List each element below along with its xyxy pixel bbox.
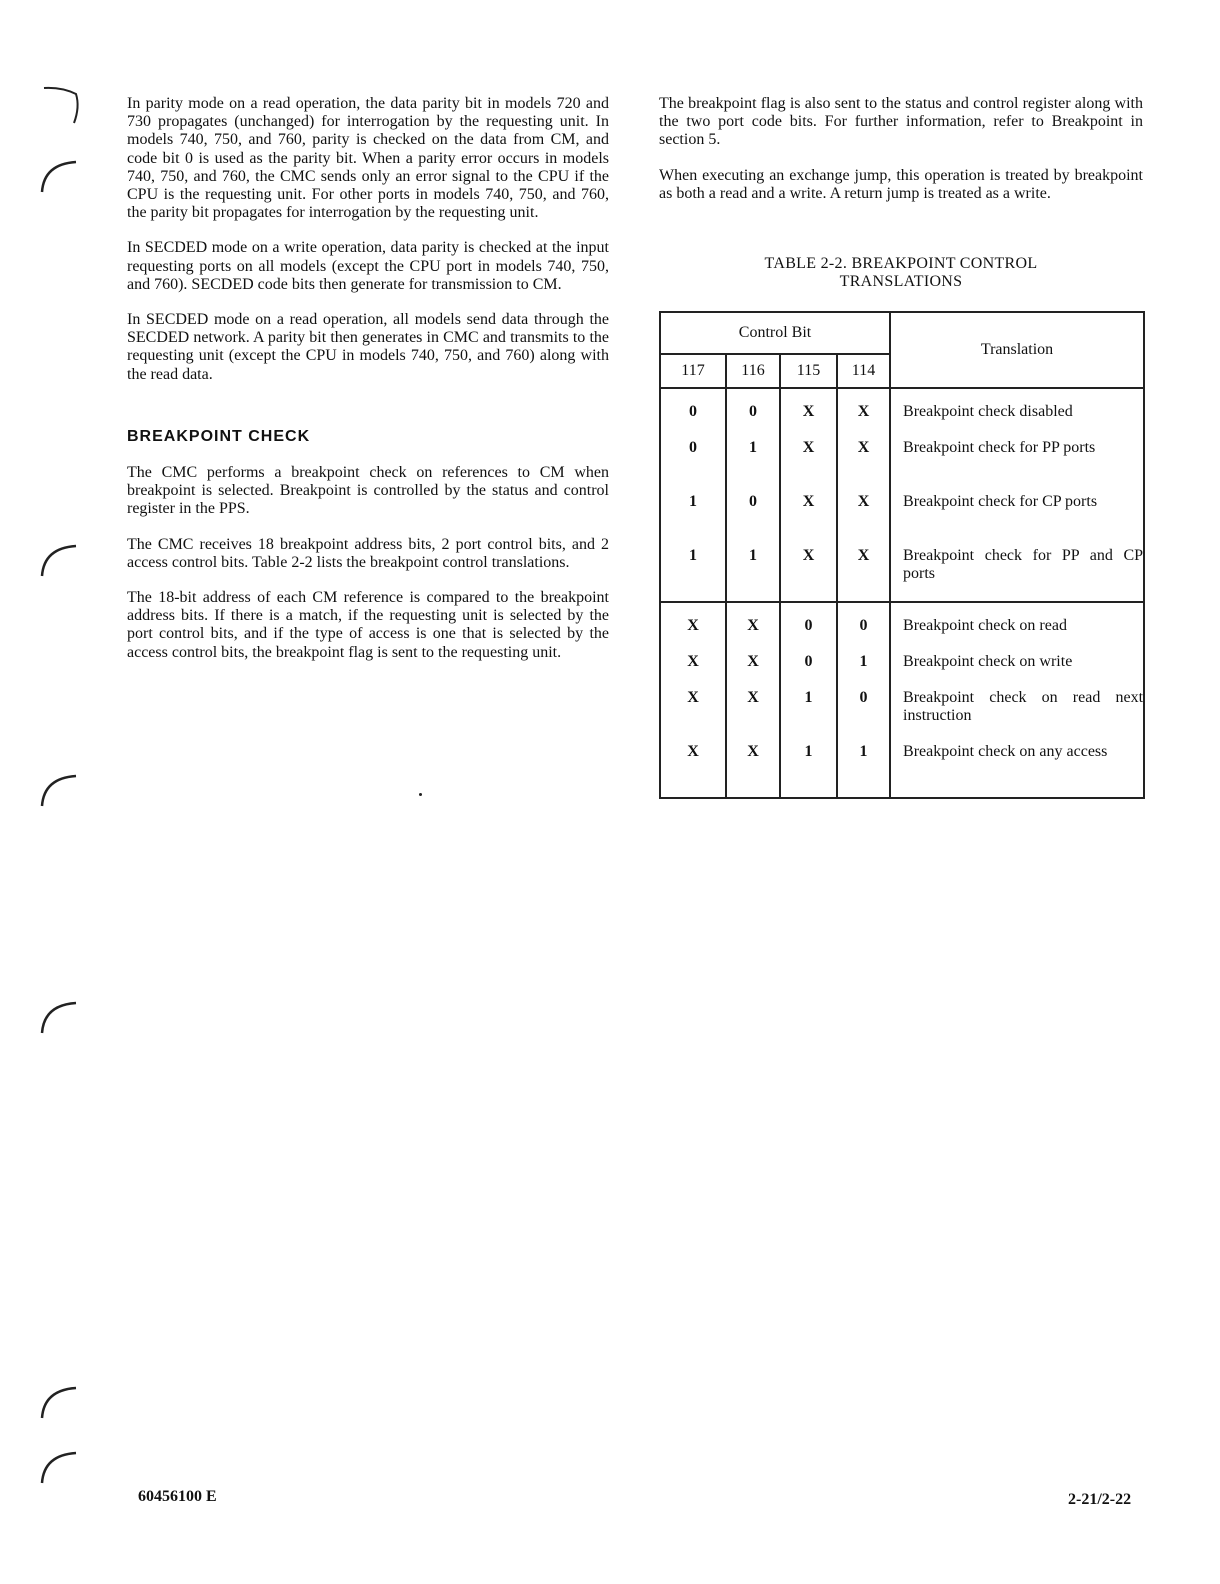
bit-cell: 1 bbox=[660, 539, 726, 602]
binder-hole-mark bbox=[36, 1378, 86, 1426]
bit-cell: 1 bbox=[837, 645, 890, 681]
bit-cell: X bbox=[660, 645, 726, 681]
translation-cell: Breakpoint check on read next instruction bbox=[890, 681, 1144, 735]
bit-cell: X bbox=[726, 735, 780, 798]
translation-cell: Breakpoint check for CP ports bbox=[890, 485, 1144, 539]
breakpoint-control-table bbox=[659, 311, 1145, 799]
bit-cell: X bbox=[780, 539, 837, 602]
translation-header: Translation bbox=[890, 312, 1144, 388]
bit-header-117: 117 bbox=[660, 354, 726, 388]
translation-cell: Breakpoint check on read bbox=[890, 602, 1144, 645]
bit-cell: 0 bbox=[660, 388, 726, 431]
bit-cell: X bbox=[780, 388, 837, 431]
bit-cell: X bbox=[660, 602, 726, 645]
table-row bbox=[660, 645, 1144, 681]
bit-cell: 1 bbox=[726, 431, 780, 485]
bit-cell: 0 bbox=[780, 645, 837, 681]
right-column bbox=[659, 95, 1143, 799]
bit-cell: X bbox=[660, 735, 726, 798]
bit-cell: 1 bbox=[837, 735, 890, 798]
bit-cell: 0 bbox=[660, 431, 726, 485]
paragraph-breakpoint-bits: The CMC receives 18 breakpoint address bits, 2 port control bits, and 2 access control bits. Table 2-2 lists the breakpoint control translations. bbox=[127, 535, 609, 571]
paragraph-breakpoint-compare: The 18-bit address of each CM reference is compared to the breakpoint address bits. If there is a match, if the requesting unit is selected by the port control bits, and if the type of access is one that is selected by the access control bits, the breakpoint flag is sent to the requesting unit. bbox=[127, 589, 609, 661]
bit-cell: X bbox=[837, 539, 890, 602]
binder-hole-mark bbox=[36, 766, 86, 814]
bit-cell: 1 bbox=[660, 485, 726, 539]
bit-cell: X bbox=[837, 485, 890, 539]
bit-cell: X bbox=[780, 431, 837, 485]
bit-cell: 0 bbox=[780, 602, 837, 645]
table-row bbox=[660, 681, 1144, 735]
table-title-line1: TABLE 2-2. BREAKPOINT CONTROL bbox=[764, 255, 1038, 273]
translation-cell: Breakpoint check disabled bbox=[890, 388, 1144, 431]
binder-hole-mark bbox=[36, 152, 86, 200]
bit-header-114: 114 bbox=[837, 354, 890, 388]
bit-cell: 0 bbox=[726, 388, 780, 431]
table-title bbox=[659, 255, 1143, 291]
bit-cell: X bbox=[837, 388, 890, 431]
bit-cell: X bbox=[726, 645, 780, 681]
translation-cell: Breakpoint check on any access bbox=[890, 735, 1144, 798]
table-row bbox=[660, 602, 1144, 645]
table-row bbox=[660, 735, 1144, 798]
table-row bbox=[660, 431, 1144, 485]
binder-hole-mark bbox=[36, 1443, 86, 1491]
bit-cell: X bbox=[726, 681, 780, 735]
translation-cell: Breakpoint check on write bbox=[890, 645, 1144, 681]
document-number: 60456100 E bbox=[138, 1488, 217, 1505]
bit-cell: 1 bbox=[780, 681, 837, 735]
table-row bbox=[660, 539, 1144, 602]
paragraph-secded-read: In SECDED mode on a read operation, all models send data through the SECDED network. A parity bit then generates in CMC and transmits to the requesting unit (except the CPU in models 740, 750, and 760) along with the read data. bbox=[127, 311, 609, 383]
paragraph-parity-read: In parity mode on a read operation, the data parity bit in models 720 and 730 propagates (unchanged) for interrogation by the requesting unit. In models 740, 750, and 760, parity is checked on the data from CM, and code bit 0 is used as the parity bit. When a parity error occurs in models 740, 750, and 760, the CMC sends only an error signal to the CPU if the CPU is the requesting unit. For other ports in models 740, 750, and 760, the parity bit propagates for interrogation by the requesting unit. bbox=[127, 95, 609, 222]
section-heading: BREAKPOINT CHECK bbox=[127, 427, 311, 445]
bit-cell: X bbox=[660, 681, 726, 735]
bit-cell: X bbox=[726, 602, 780, 645]
binder-hole-mark bbox=[36, 536, 86, 584]
paragraph-exchange-jump: When executing an exchange jump, this operation is treated by breakpoint as both a read and a write. A return jump is treated as a write. bbox=[659, 166, 1143, 202]
bit-cell: 0 bbox=[726, 485, 780, 539]
stray-dot bbox=[419, 793, 422, 796]
translation-cell: Breakpoint check for PP ports bbox=[890, 431, 1144, 485]
bit-header-116: 116 bbox=[726, 354, 780, 388]
bit-cell: 1 bbox=[726, 539, 780, 602]
binder-hole-mark bbox=[36, 993, 86, 1041]
bit-header-115: 115 bbox=[780, 354, 837, 388]
control-bit-header: Control Bit bbox=[660, 312, 890, 354]
translation-cell: Breakpoint check for PP and CP ports bbox=[890, 539, 1144, 602]
table-title-line2: TRANSLATIONS bbox=[839, 273, 963, 291]
table-row bbox=[660, 485, 1144, 539]
binder-hole-mark bbox=[36, 85, 86, 133]
bit-cell: 1 bbox=[780, 735, 837, 798]
page-number: 2-21/2-22 bbox=[1068, 1491, 1132, 1508]
bit-cell: X bbox=[837, 431, 890, 485]
paragraph-breakpoint-flag: The breakpoint flag is also sent to the status and control register along with the two port code bits. For further information, refer to Breakpoint in section 5. bbox=[659, 95, 1143, 149]
bit-cell: 0 bbox=[837, 681, 890, 735]
paragraph-breakpoint-intro: The CMC performs a breakpoint check on references to CM when breakpoint is selected. Breakpoint is controlled by the status and control register in the PPS. bbox=[127, 464, 609, 518]
left-column bbox=[127, 95, 609, 679]
paragraph-secded-write: In SECDED mode on a write operation, data parity is checked at the input requesting ports on all models (except the CPU port in models 740, 750, and 760). SECDED code bits then generate for transmission to CM. bbox=[127, 239, 609, 293]
bit-cell: 0 bbox=[837, 602, 890, 645]
bit-cell: X bbox=[780, 485, 837, 539]
table-row bbox=[660, 388, 1144, 431]
